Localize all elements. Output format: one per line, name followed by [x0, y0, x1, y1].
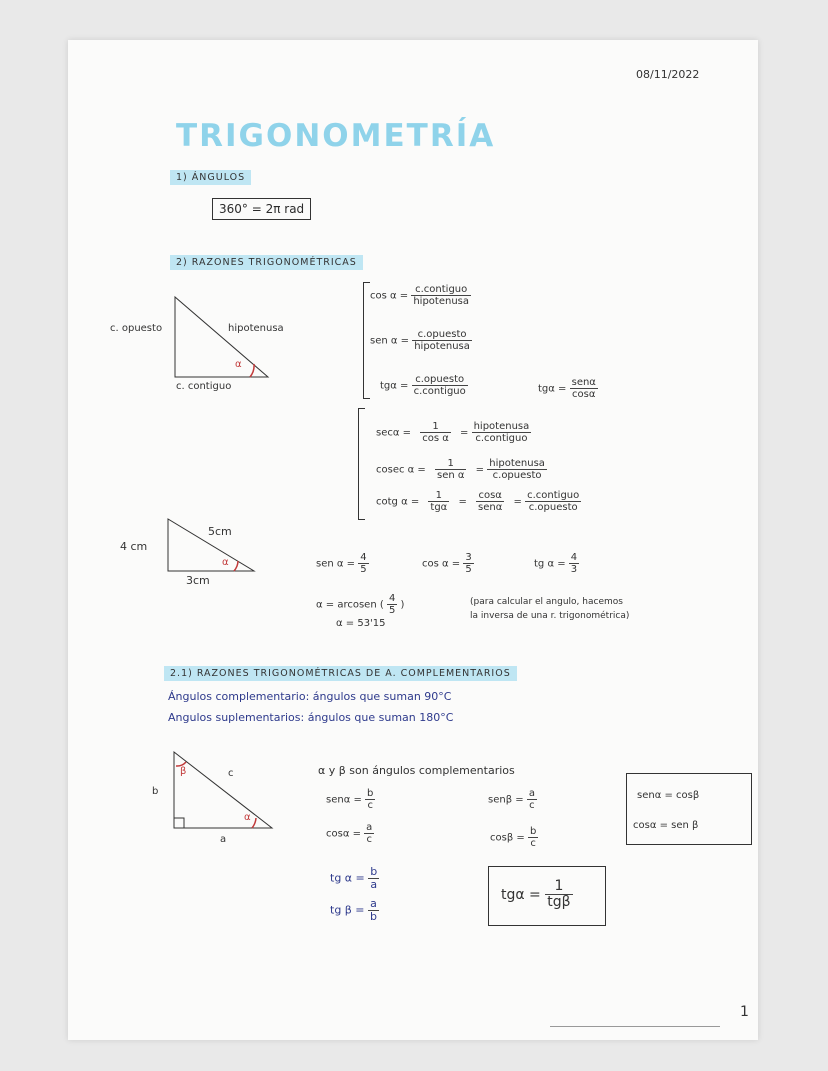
- tri3-c: c: [228, 768, 234, 779]
- formula-sec: secα = $\frac{1}{\text{cos α}}$ = $\frac{\text{hipotenusa}}{\text{c.contiguo}}$: [376, 421, 530, 444]
- example-result: α = 53'15: [336, 618, 386, 629]
- identity-1: senα = cosβ: [637, 790, 700, 801]
- section-razones: 2) RAZONES TRIGONOMÉTRICAS: [170, 255, 363, 270]
- tri2-hypotenuse: 5cm: [208, 525, 232, 538]
- page-number: 1: [740, 1004, 749, 1020]
- page-footer-line: [550, 1026, 720, 1027]
- formula-360: 360° = 2π rad: [212, 198, 311, 220]
- identity-2: cosα = sen β: [633, 820, 699, 831]
- tri1-adjacent: c. contiguo: [176, 381, 232, 392]
- formula-cos: cos α = $\frac{\text{c.contiguo}}{\text{hipotenusa}}$: [370, 284, 470, 307]
- comp-cosA: cosα = $\frac{a}{c}$: [326, 822, 373, 845]
- tri1-hypotenuse: hipotenusa: [228, 323, 284, 334]
- section-angulos: 1) ÁNGULOS: [170, 170, 251, 185]
- bracket-2: [358, 408, 365, 520]
- supplement-def: Angulos suplementarios: ángulos que suman 180°C: [168, 711, 454, 724]
- tri1-angle: α: [235, 359, 242, 370]
- tri1-opposite: c. opuesto: [110, 323, 163, 334]
- date: 08/11/2022: [636, 68, 700, 81]
- triangle-diagram-3: [168, 748, 278, 833]
- example-tg: tg α = $\frac{4}{3}$: [534, 552, 578, 575]
- example-sen: sen α = $\frac{4}{5}$: [316, 552, 367, 575]
- comp-senB: senβ = $\frac{a}{c}$: [488, 788, 535, 811]
- example-arcsen: α = arcosen ( $\frac{4}{5}$ ): [316, 593, 405, 616]
- tri3-beta: β: [180, 766, 187, 777]
- tri2-side: 4 cm: [120, 540, 148, 553]
- bracket-1: [363, 282, 370, 399]
- tg-reciprocal-box: tgα = $\frac{1}{\text{tgβ}}$: [488, 866, 606, 926]
- example-cos: cos α = $\frac{3}{5}$: [422, 552, 472, 575]
- tri3-alpha: α: [244, 812, 251, 823]
- triangle-diagram-2: [160, 515, 260, 575]
- page-title: TRIGONOMETRÍA: [176, 118, 496, 154]
- triangle-diagram-1: [170, 292, 275, 382]
- comp-cosB: cosβ = $\frac{b}{c}$: [490, 826, 537, 849]
- comp-tgA: tg α = $\frac{b}{a}$: [330, 865, 378, 892]
- tri2-base: 3cm: [186, 574, 210, 587]
- formula-tg: tgα = $\frac{\text{c.opuesto}}{\text{c.contiguo}}$: [380, 374, 466, 397]
- identity-box: [626, 773, 752, 845]
- example-note-1: (para calcular el angulo, hacemos: [470, 597, 623, 607]
- tri2-angle: α: [222, 557, 229, 568]
- formula-cotg: cotg α = $\frac{1}{\text{tgα}}$ = $\frac{\cos\alpha}{\text{senα}}$ = $\frac{\text{c.contiguo}}{\text{c.opuesto}}$: [376, 490, 580, 513]
- formula-sen: sen α = $\frac{\text{c.opuesto}}{\text{hipotenusa}}$: [370, 329, 470, 352]
- tri3-a: a: [220, 834, 227, 845]
- formula-cosec: cosec α = $\frac{1}{\text{sen α}}$ = $\frac{\text{hipotenusa}}{\text{c.opuesto}}$: [376, 458, 545, 481]
- section-complementarios: 2.1) RAZONES TRIGONOMÉTRICAS DE A. COMPLEMENTARIOS: [164, 666, 517, 681]
- example-note-2: la inversa de una r. trigonométrica): [470, 611, 630, 621]
- formula-tg-sencos: tgα = $\frac{\text{senα}}{\cos\alpha}$: [538, 377, 596, 400]
- complement-def: Ángulos complementario: ángulos que suman 90°C: [168, 690, 452, 703]
- tri3-b: b: [152, 786, 159, 797]
- comp-senA: senα = $\frac{b}{c}$: [326, 788, 374, 811]
- comp-tgB: tg β = $\frac{a}{b}$: [330, 897, 378, 924]
- comp-heading: α y β son ángulos complementarios: [318, 764, 515, 777]
